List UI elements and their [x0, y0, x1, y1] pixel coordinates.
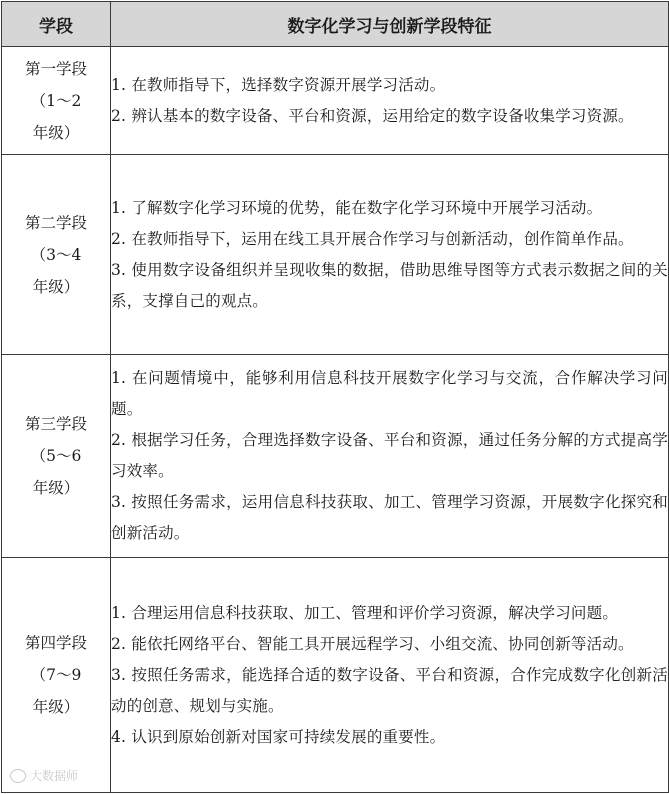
stage-grade-range: （1～2	[30, 91, 82, 110]
stage-name: 第二学段	[24, 213, 87, 232]
stage-grade-suffix: 年级）	[32, 123, 80, 142]
stage-grade-suffix: 年级）	[32, 277, 80, 296]
feature-cell	[111, 155, 669, 355]
stage-grade-suffix: 年级）	[32, 698, 80, 716]
table-row	[2, 47, 669, 155]
stage-feature-table	[1, 1, 669, 793]
stage-cell	[2, 558, 111, 793]
feature-item: 1. 合理运用信息科技获取、加工、管理和评价学习资源，解决学习问题。	[111, 603, 619, 622]
feature-item: 2. 在教师指导下，运用在线工具开展合作学习与创新活动，创作简单作品。	[111, 229, 634, 248]
feature-item: 3. 按照任务需求，运用信息科技获取、加工、管理学习资源，开展数字化探究和创新活动。	[111, 493, 668, 542]
feature-cell	[111, 355, 669, 558]
stage-cell	[2, 155, 111, 355]
feature-item: 2. 根据学习任务，合理选择数字设备、平台和资源，通过任务分解的方式提高学习效率。	[111, 431, 668, 480]
stage-name: 第四学段	[24, 634, 87, 652]
stage-grade-range: （5～6	[30, 447, 82, 465]
stage-cell	[2, 47, 111, 155]
table-row	[2, 558, 669, 793]
header-stage: 学段	[2, 2, 111, 47]
feature-item: 1. 在教师指导下，选择数字资源开展学习活动。	[111, 75, 446, 94]
stage-grade-suffix: 年级）	[32, 479, 80, 497]
table-row	[2, 355, 669, 558]
feature-item: 1. 了解数字化学习环境的优势，能在数字化学习环境中开展学习活动。	[111, 198, 603, 217]
feature-item: 1. 在问题情境中，能够利用信息科技开展数字化学习与交流，合作解决学习问题。	[111, 369, 668, 418]
feature-item: 4. 认识到原始创新对国家可持续发展的重要性。	[111, 727, 446, 746]
table-row	[2, 155, 669, 355]
feature-item: 3. 按照任务需求，能选择合适的数字设备、平台和资源，合作完成数字化创新活动的创意、规划与实施。	[111, 665, 668, 715]
feature-cell	[111, 47, 669, 155]
feature-item: 3. 使用数字设备组织并呈现收集的数据，借助思维导图等方式表示数据之间的关系，支撑自己的观点。	[111, 260, 668, 310]
feature-cell	[111, 558, 669, 793]
feature-item: 2. 能依托网络平台、智能工具开展远程学习、小组交流、协同创新等活动。	[111, 634, 634, 653]
header-features: 数字化学习与创新学段特征	[111, 2, 669, 47]
stage-grade-range: （3～4	[30, 245, 82, 264]
feature-item: 2. 辨认基本的数字设备、平台和资源，运用给定的数字设备收集学习资源。	[111, 106, 634, 125]
stage-cell	[2, 355, 111, 558]
stage-name: 第三学段	[24, 415, 87, 433]
table-header-row	[2, 2, 669, 47]
stage-name: 第一学段	[24, 59, 87, 78]
stage-grade-range: （7～9	[30, 666, 82, 684]
watermark-text: 大数据师	[30, 769, 79, 783]
